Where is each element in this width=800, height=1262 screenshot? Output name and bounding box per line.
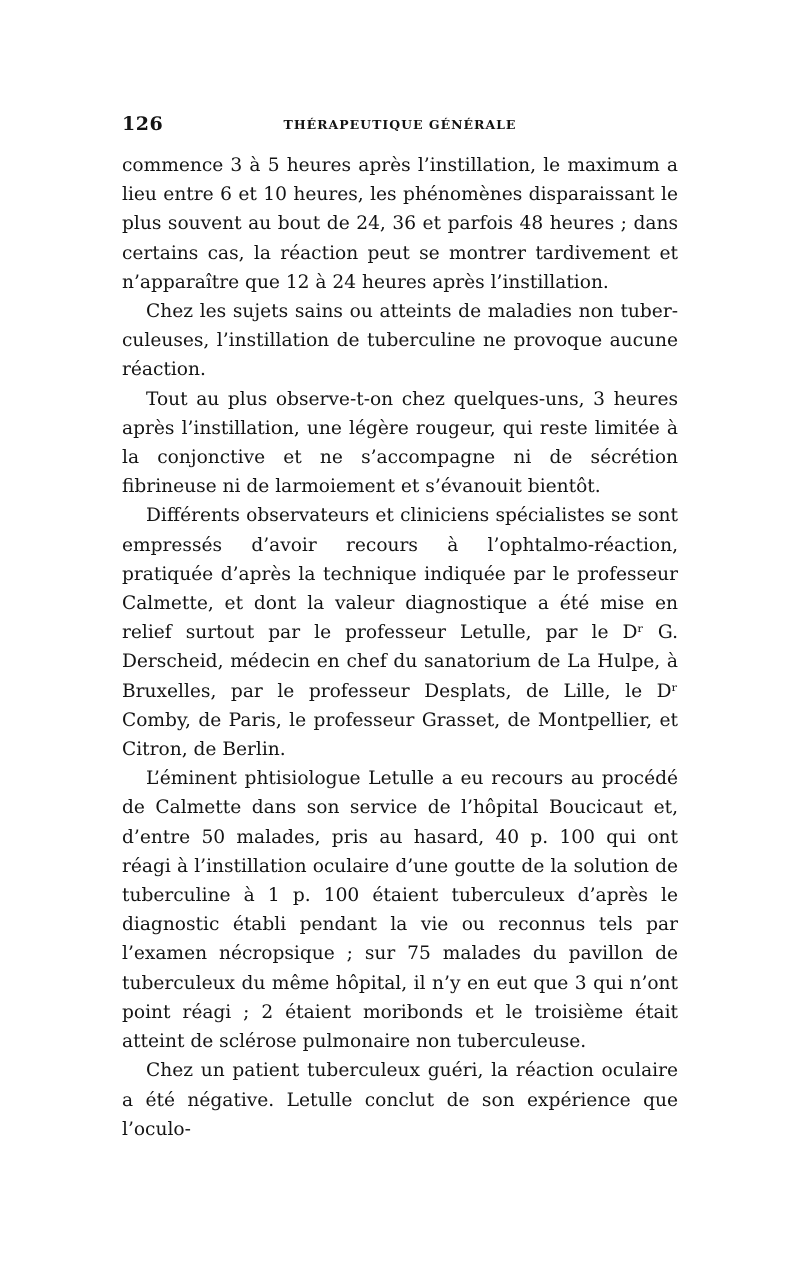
body-text [122, 151, 678, 1144]
page-number: 126 [122, 113, 164, 135]
paragraph-observers: Différents observateurs et cliniciens spécialistes se sont empressés d’avoir recours à l’ophtalmo-réaction, pratiquée d’après la technique indiquée par le professeur Calmette, et dont la valeur diagnostique a été mise en relief surtout par le professeur Letulle, par le Dʳ G. Derscheid, médecin en chef du sanatorium de La Hulpe, à Bruxelles, par le professeur Desplats, de Lille, le Dʳ Comby, de Paris, le professeur Grasset, de Montpellier, et Citron, de Berlin. [122, 505, 678, 761]
paragraph-letulle-study: L’éminent phtisiologue Letulle a eu recours au procédé de Calmette dans son service de l’hôpital Boucicaut et, d’entre 50 malades, pris au hasard, 40 p. 100 qui ont réagi à l’instillation oculaire d’une goutte de la solution de tuberculine à 1 p. 100 étaient tuberculeux d’après le diagnostic établi pendant la vie ou reconnus tels par l’examen nécropsique ; sur 75 malades du pavillon de tuberculeux du même hôpital, il n’y en eut que 3 qui n’ont point réagi ; 2 étaient moribonds et le troisième était atteint de sclérose pulmonaire non tuberculeuse. [122, 768, 678, 1053]
paragraph-healthy-subjects: Chez les sujets sains ou atteints de maladies non tuberculeuses, l’instillation de tuberculine ne provoque aucune réaction. [122, 301, 678, 381]
paragraph-cured-patient: Chez un patient tuberculeux guéri, la réaction oculaire a été négative. Letulle conclut de son expérience que l’oculo- [122, 1060, 678, 1140]
paragraph-redness: Tout au plus observe-t-on chez quelques-uns, 3 heures après l’instillation, une légère rougeur, qui reste limitée à la conjonctive et ne s’accompagne ni de sécrétion fibrineuse ni de larmoiement et s’évanouit bientôt. [122, 388, 678, 498]
running-title: THÉRAPEUTIQUE GÉNÉRALE [283, 117, 517, 132]
running-head [122, 113, 678, 141]
paragraph-continuation: commence 3 à 5 heures après l’instillation, le maximum a lieu entre 6 et 10 heures, les phénomènes disparaissant le plus souvent au bout de 24, 36 et parfois 48 heures ; dans certains cas, la réaction peut se montrer tardivement et n’apparaître que 12 à 24 heures après l’instillation. [122, 155, 678, 293]
